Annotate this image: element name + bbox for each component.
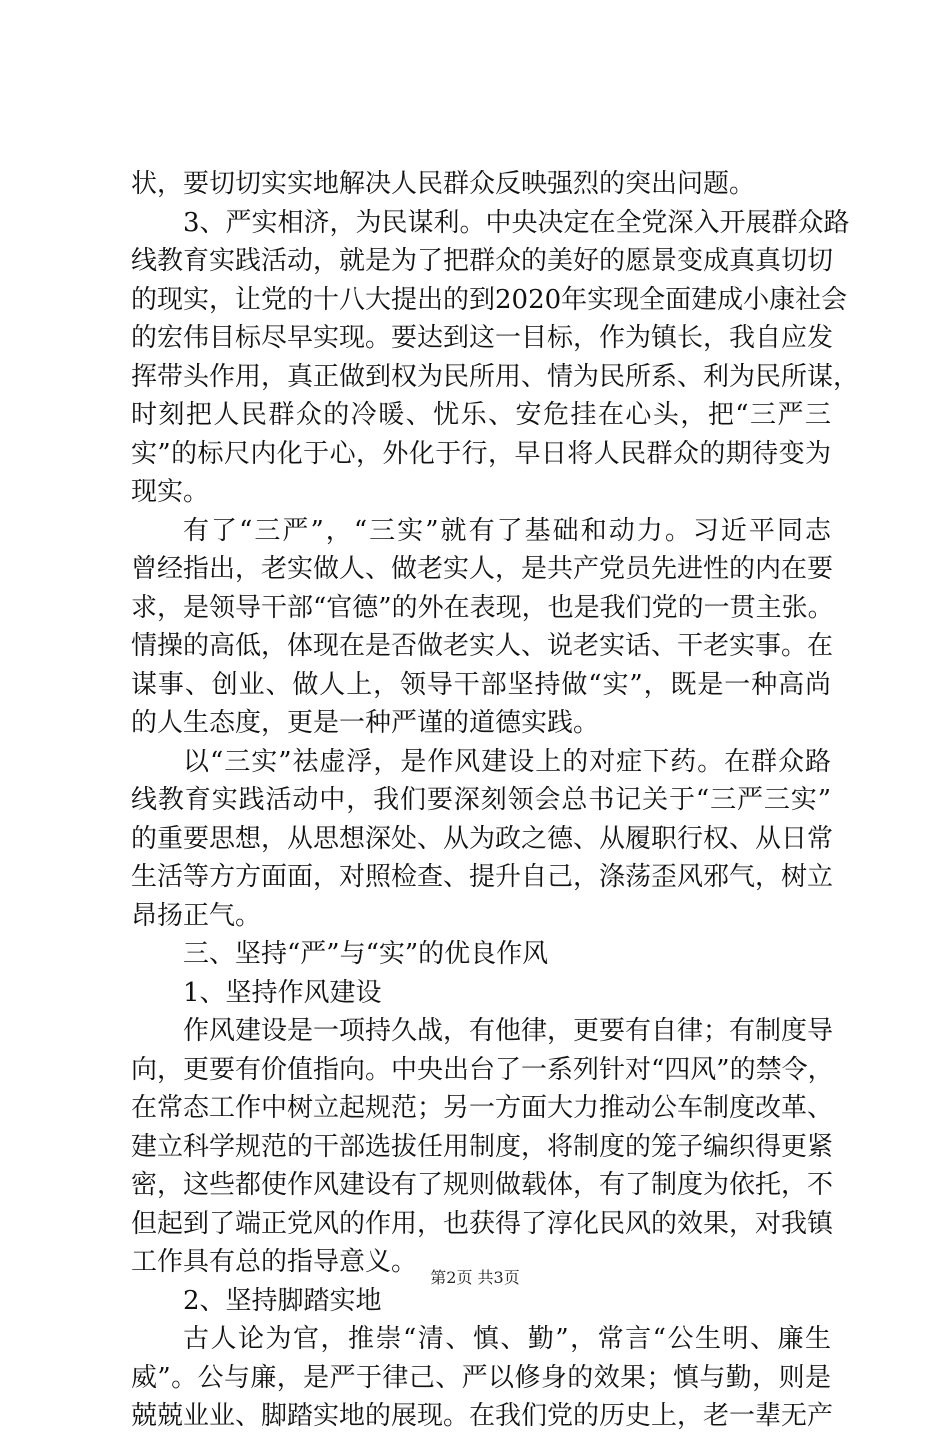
text-line: 的人生态度，更是一种严谨的道德实践。	[131, 708, 600, 738]
document-body	[131, 165, 860, 1436]
text-line: 现实。	[131, 477, 210, 507]
text-line: 2、坚持脚踏实地	[183, 1285, 382, 1316]
text-line: 求，是领导干部“官德”的外在表现，也是我们党的一贯主张。	[131, 592, 834, 623]
text-line: 挥带头作用，真正做到权为民所用、情为民所系、利为民所谋，	[131, 361, 860, 392]
text-line: 的现实，让党的十八大提出的到2020年实现全面建成小康社会	[131, 284, 848, 315]
text-line: 实”的标尺内化于心，外化于行，早日将人民群众的期待变为	[131, 438, 831, 469]
text-line: 三、坚持“严”与“实”的优良作风	[183, 939, 549, 969]
text-line: 生活等方方面面，对照检查、提升自己，涤荡歪风邪气，树立	[131, 862, 834, 892]
text-line: 在常态工作中树立起规范；另一方面大力推动公车制度改革、	[131, 1093, 834, 1123]
text-line: 密，这些都使作风建设有了规则做载体，有了制度为依托，不	[131, 1170, 834, 1200]
text-line: 谋事、创业、做人上，领导干部坚持做“实”，既是一种高尚	[131, 669, 831, 700]
text-line: 向，更要有价值指向。中央出台了一系列针对“四风”的禁令，	[131, 1054, 834, 1085]
text-line: 情操的高低，体现在是否做老实人、说老实话、干老实事。在	[131, 631, 834, 661]
text-line: 有了“三严”，“三实”就有了基础和动力。习近平同志	[183, 515, 831, 546]
text-line: 但起到了端正党风的作用，也获得了淳化民风的效果，对我镇	[131, 1208, 834, 1239]
page-footer	[0, 1268, 950, 1288]
text-line: 的宏伟目标尽早实现。要达到这一目标，作为镇长，我自应发	[131, 323, 834, 353]
text-line: 作风建设是一项持久战，有他律，更要有自律；有制度导	[183, 1016, 834, 1046]
text-line: 工作具有总的指导意义。	[131, 1247, 418, 1277]
text-line: 3、严实相济，为民谋利。中央决定在全党深入开展群众路	[183, 207, 850, 238]
page-number-label: 第2页 共3页	[430, 1268, 520, 1287]
text-line: 威”。公与廉，是严于律己、严以修身的效果；慎与勤，则是	[131, 1362, 831, 1393]
text-line: 线教育实践活动中，我们要深刻领会总书记关于“三严三实”	[131, 785, 831, 815]
text-line: 时刻把人民群众的冷暖、忧乐、安危挂在心头，把“三严三	[131, 400, 831, 430]
text-line: 的重要思想，从思想深处、从为政之德、从履职行权、从日常	[131, 823, 834, 854]
text-line: 古人论为官，推崇“清、慎、勤”，常言“公生明、廉生	[183, 1324, 831, 1354]
text-line: 状，要切切实实地解决人民群众反映强烈的突出问题。	[131, 169, 756, 199]
text-line: 建立科学规范的干部选拔任用制度，将制度的笼子编织得更紧	[131, 1131, 834, 1162]
text-line: 曾经指出，老实做人、做老实人，是共产党员先进性的内在要	[131, 554, 834, 584]
text-line: 昂扬正气。	[131, 900, 262, 931]
text-line: 以“三实”祛虚浮，是作风建设上的对症下药。在群众路	[183, 746, 831, 777]
text-line: 1、坚持作风建设	[183, 977, 382, 1008]
text-line: 线教育实践活动，就是为了把群众的美好的愿景变成真真切切	[131, 246, 834, 276]
text-line: 兢兢业业、脚踏实地的展现。在我们党的历史上，老一辈无产	[131, 1401, 834, 1431]
